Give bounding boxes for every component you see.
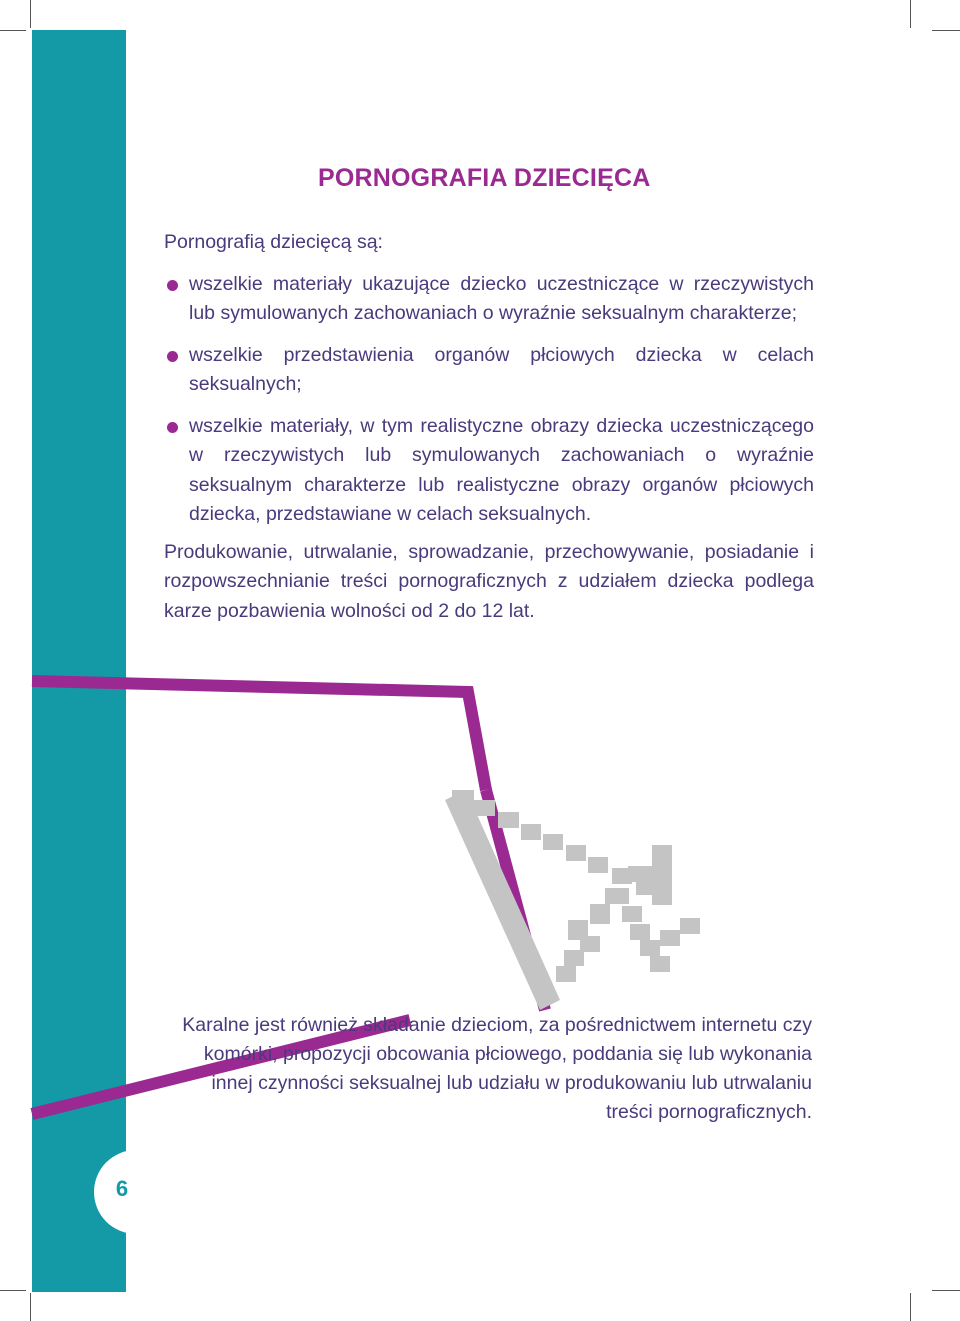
bullet-icon (167, 280, 178, 291)
cursor-arrow-icon (445, 790, 700, 1010)
list-item-text: wszelkie materiały ukazujące dziecko uczestniczące w rzeczywistych lub symulowanych zachowaniach o wyraźnie seksualnym charakterze; (189, 272, 814, 324)
page-title: PORNOGRAFIA DZIECIĘCA (318, 164, 651, 192)
bullet-icon (167, 422, 178, 433)
list-item-text: wszelkie przedstawienia organów płciowych dziecka w celach seksualnych; (189, 343, 814, 395)
intro-text: Pornografią dziecięcą są: (164, 231, 383, 253)
grooming-paragraph: Karalne jest również składanie dzieciom, za pośrednictwem internetu czy komórki, propozycji obcowania płciowego, poddania się lub wykonania innej czynności seksualnej lub udziału w produkowaniu lub utrwalaniu treści pornograficznych. (182, 1014, 812, 1123)
purple-frame-line (32, 681, 486, 790)
page-number: 6 (115, 1176, 129, 1201)
main-content (164, 228, 814, 626)
penalty-paragraph: Produkowanie, utrwalanie, sprowadzanie, przechowywanie, posiadanie i rozpowszechnianie treści pornograficznych z udziałem dziecka podlega karze pozbawienia wolności od 2 do 12 lat. (164, 540, 814, 622)
list-item (164, 341, 814, 400)
definition-list (164, 270, 814, 530)
list-item (164, 270, 814, 329)
list-item-text: wszelkie materiały, w tym realistyczne obrazy dziecka uczestniczącego w rzeczywistych lub symulowanych zachowaniach o wyraźnie seksualnym charakterze lub realistyczne obrazy organów płciowych dziecka, przedstawiane w celach seksualnych. (189, 414, 814, 525)
bullet-icon (167, 351, 178, 362)
list-item (164, 412, 814, 530)
